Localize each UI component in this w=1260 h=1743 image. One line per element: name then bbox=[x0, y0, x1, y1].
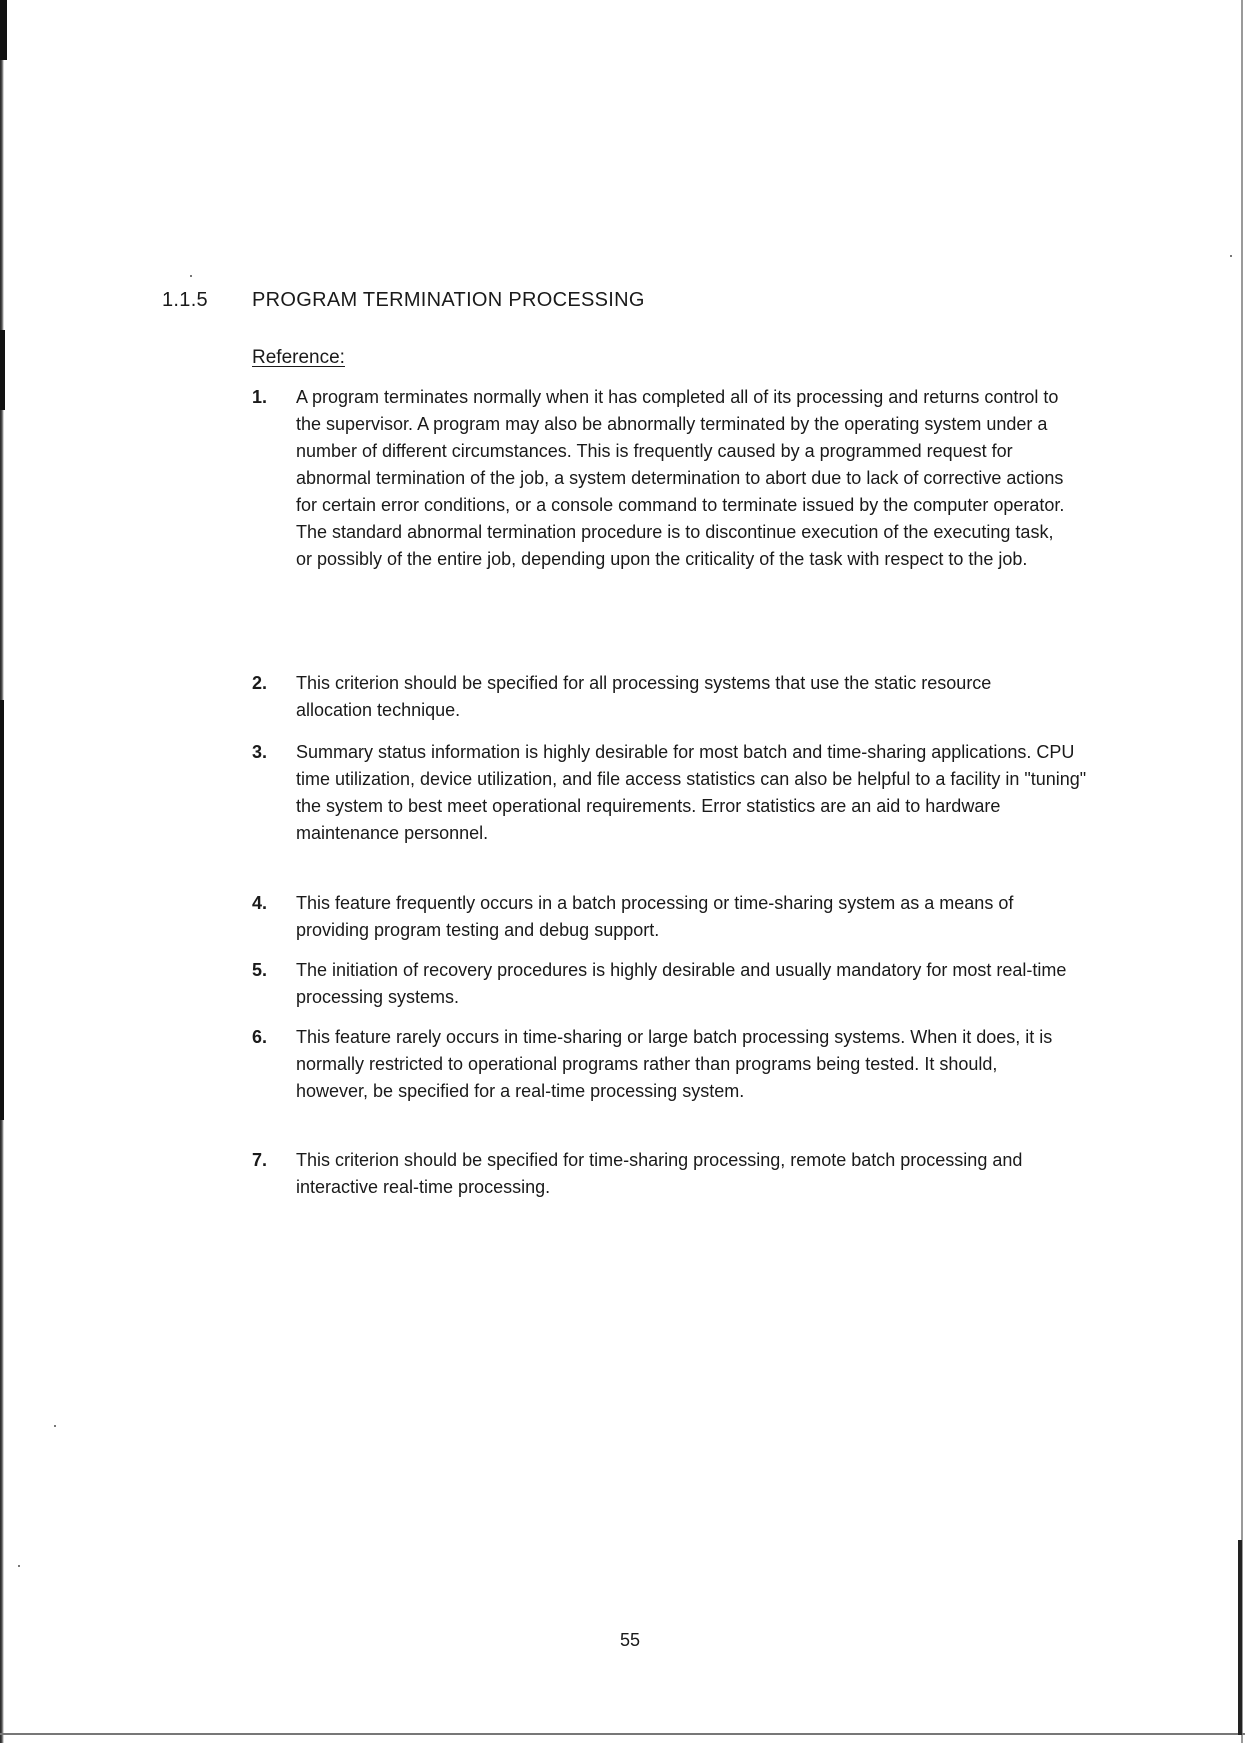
scan-speck bbox=[1230, 255, 1232, 257]
list-item bbox=[252, 957, 1072, 1011]
list-item-number: 5. bbox=[252, 960, 268, 980]
scan-binding-mark bbox=[0, 700, 4, 1120]
list-item-text: This criterion should be specified for time-sharing processing, remote batch processing and interactive real-time processing. bbox=[296, 1150, 1023, 1197]
list-item bbox=[252, 890, 1072, 944]
scan-binding-mark bbox=[0, 0, 7, 60]
list-item-text: The initiation of recovery procedures is highly desirable and usually mandatory for most real-time processing systems. bbox=[296, 960, 1067, 1007]
reference-label: Reference: bbox=[252, 347, 345, 368]
list-item-number: 4. bbox=[252, 893, 268, 913]
scan-speck bbox=[18, 1565, 20, 1567]
section-title: PROGRAM TERMINATION PROCESSING bbox=[252, 289, 645, 311]
scan-speck bbox=[190, 275, 192, 277]
list-item bbox=[252, 1147, 1072, 1201]
section-number: 1.1.5 bbox=[162, 289, 208, 311]
list-item-number: 6. bbox=[252, 1027, 268, 1047]
list-item-text: A program terminates normally when it has completed all of its processing and returns control to the supervisor. A program may also be abnormally terminated by the operating system under a number of different circumstances. This is frequently caused by a programmed request for abnormal termination of the job, a system determination to abort due to lack of corrective actions for certain error conditions, or a console command to terminate issued by the computer operator. The standard abnormal termination procedure is to discontinue execution of the executing task, or possibly of the entire job, depending upon the criticality of the task with respect to the job. bbox=[296, 387, 1065, 569]
scan-bottom-edge bbox=[0, 1733, 1245, 1735]
scan-right-edge bbox=[1241, 0, 1243, 1743]
list-item-text: This criterion should be specified for all processing systems that use the static resource allocation technique. bbox=[296, 673, 992, 720]
list-item-text: This feature rarely occurs in time-sharing or large batch processing systems. When it does, it is normally restricted to operational programs rather than programs being tested. It should, however, be specified for a real-time processing system. bbox=[296, 1027, 1053, 1101]
list-item bbox=[252, 1024, 1072, 1105]
list-item bbox=[252, 739, 1092, 847]
list-item-number: 1. bbox=[252, 387, 268, 407]
list-item-text: This feature frequently occurs in a batch processing or time-sharing system as a means of providing program testing and debug support. bbox=[296, 893, 1014, 940]
list-item-text: Summary status information is highly desirable for most batch and time-sharing applications. CPU time utilization, device utilization, and file access statistics can also be helpful to a facility in "tuning" the system to best meet operational requirements. Error statistics are an aid to hardware maintenance personnel. bbox=[296, 742, 1087, 843]
page-number: 55 bbox=[619, 1630, 641, 1650]
section-heading bbox=[162, 289, 645, 312]
list-item-number: 3. bbox=[252, 742, 268, 762]
list-item bbox=[252, 670, 1072, 724]
scan-speck bbox=[54, 1425, 56, 1427]
scan-binding-mark bbox=[0, 330, 5, 410]
list-item-number: 7. bbox=[252, 1150, 268, 1170]
list-item-number: 2. bbox=[252, 673, 268, 693]
list-item bbox=[252, 384, 1072, 573]
